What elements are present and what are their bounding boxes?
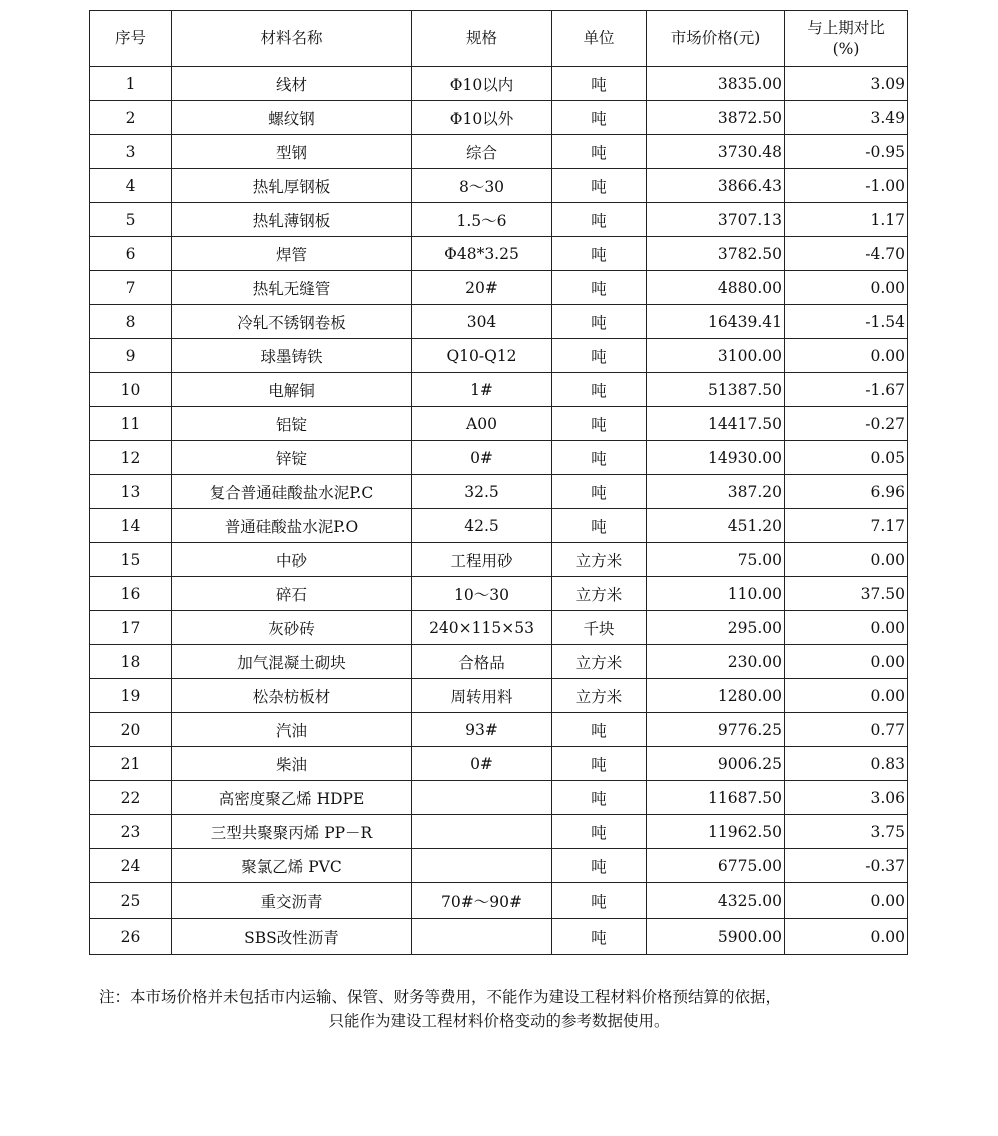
cell-change: 0.00 (785, 543, 908, 577)
cell-unit: 吨 (552, 475, 647, 509)
cell-change: 0.00 (785, 339, 908, 373)
cell-spec (412, 849, 552, 883)
cell-market-price: 110.00 (647, 577, 785, 611)
cell-unit: 吨 (552, 101, 647, 135)
cell-unit: 吨 (552, 919, 647, 955)
cell-seq: 1 (90, 67, 172, 101)
cell-material-name: 松杂枋板材 (172, 679, 412, 713)
cell-material-name: 聚氯乙烯 PVC (172, 849, 412, 883)
cell-market-price: 75.00 (647, 543, 785, 577)
cell-spec: Φ10以外 (412, 101, 552, 135)
cell-unit: 立方米 (552, 543, 647, 577)
table-row (90, 441, 908, 475)
cell-change: 37.50 (785, 577, 908, 611)
cell-market-price: 451.20 (647, 509, 785, 543)
cell-spec: Φ48*3.25 (412, 237, 552, 271)
cell-market-price: 9776.25 (647, 713, 785, 747)
cell-market-price: 6775.00 (647, 849, 785, 883)
cell-change: 0.05 (785, 441, 908, 475)
cell-unit: 千块 (552, 611, 647, 645)
cell-unit: 吨 (552, 373, 647, 407)
table-row (90, 67, 908, 101)
cell-unit: 吨 (552, 781, 647, 815)
cell-material-name: 线材 (172, 67, 412, 101)
cell-change: -0.95 (785, 135, 908, 169)
cell-material-name: 铝锭 (172, 407, 412, 441)
cell-spec: A00 (412, 407, 552, 441)
cell-spec (412, 919, 552, 955)
cell-market-price: 3872.50 (647, 101, 785, 135)
cell-spec: 304 (412, 305, 552, 339)
cell-change: 0.00 (785, 611, 908, 645)
cell-unit: 立方米 (552, 577, 647, 611)
table-row (90, 237, 908, 271)
cell-seq: 20 (90, 713, 172, 747)
cell-material-name: 碎石 (172, 577, 412, 611)
cell-spec: 合格品 (412, 645, 552, 679)
cell-unit: 吨 (552, 169, 647, 203)
cell-spec: 93# (412, 713, 552, 747)
cell-seq: 8 (90, 305, 172, 339)
cell-spec: 32.5 (412, 475, 552, 509)
cell-material-name: 三型共聚聚丙烯 PP－R (172, 815, 412, 849)
table-row (90, 169, 908, 203)
cell-material-name: 热轧无缝管 (172, 271, 412, 305)
cell-spec: 42.5 (412, 509, 552, 543)
cell-market-price: 1280.00 (647, 679, 785, 713)
header-market-price: 市场价格(元) (647, 11, 785, 67)
cell-market-price: 16439.41 (647, 305, 785, 339)
footnote (99, 985, 899, 1033)
cell-market-price: 51387.50 (647, 373, 785, 407)
cell-material-name: 汽油 (172, 713, 412, 747)
cell-change: -1.00 (785, 169, 908, 203)
cell-change: -0.27 (785, 407, 908, 441)
cell-seq: 18 (90, 645, 172, 679)
table-row (90, 203, 908, 237)
table-row (90, 713, 908, 747)
cell-unit: 吨 (552, 135, 647, 169)
cell-seq: 15 (90, 543, 172, 577)
cell-spec: 综合 (412, 135, 552, 169)
cell-unit: 吨 (552, 509, 647, 543)
cell-material-name: 电解铜 (172, 373, 412, 407)
cell-market-price: 3707.13 (647, 203, 785, 237)
cell-material-name: 重交沥青 (172, 883, 412, 919)
cell-material-name: 复合普通硅酸盐水泥P.C (172, 475, 412, 509)
table-row (90, 781, 908, 815)
cell-change: -0.37 (785, 849, 908, 883)
cell-market-price: 3100.00 (647, 339, 785, 373)
cell-material-name: 冷轧不锈钢卷板 (172, 305, 412, 339)
cell-change: 0.83 (785, 747, 908, 781)
cell-seq: 22 (90, 781, 172, 815)
cell-spec: 0# (412, 441, 552, 475)
cell-market-price: 3866.43 (647, 169, 785, 203)
cell-spec: 70#～90# (412, 883, 552, 919)
cell-change: 3.09 (785, 67, 908, 101)
cell-market-price: 4325.00 (647, 883, 785, 919)
cell-unit: 吨 (552, 815, 647, 849)
table-body (90, 67, 908, 955)
table-row (90, 475, 908, 509)
cell-material-name: 锌锭 (172, 441, 412, 475)
header-material-name: 材料名称 (172, 11, 412, 67)
cell-market-price: 11687.50 (647, 781, 785, 815)
cell-material-name: 螺纹钢 (172, 101, 412, 135)
cell-market-price: 230.00 (647, 645, 785, 679)
cell-spec: Q10-Q12 (412, 339, 552, 373)
table-row (90, 679, 908, 713)
cell-seq: 23 (90, 815, 172, 849)
cell-material-name: 中砂 (172, 543, 412, 577)
cell-change: 3.06 (785, 781, 908, 815)
cell-spec: 240×115×53 (412, 611, 552, 645)
table-row (90, 919, 908, 955)
table-row (90, 509, 908, 543)
table-row (90, 849, 908, 883)
header-spec: 规格 (412, 11, 552, 67)
cell-change: -1.54 (785, 305, 908, 339)
cell-material-name: 柴油 (172, 747, 412, 781)
table-row (90, 407, 908, 441)
cell-change: 0.00 (785, 919, 908, 955)
table-row (90, 135, 908, 169)
cell-seq: 3 (90, 135, 172, 169)
cell-material-name: 普通硅酸盐水泥P.O (172, 509, 412, 543)
cell-spec (412, 781, 552, 815)
cell-market-price: 4880.00 (647, 271, 785, 305)
cell-change: 7.17 (785, 509, 908, 543)
cell-seq: 5 (90, 203, 172, 237)
cell-change: -4.70 (785, 237, 908, 271)
table-row (90, 339, 908, 373)
cell-unit: 吨 (552, 849, 647, 883)
cell-material-name: 灰砂砖 (172, 611, 412, 645)
cell-unit: 立方米 (552, 679, 647, 713)
cell-change: 3.49 (785, 101, 908, 135)
cell-change: 0.00 (785, 883, 908, 919)
cell-seq: 16 (90, 577, 172, 611)
cell-spec: 1# (412, 373, 552, 407)
cell-spec: 20# (412, 271, 552, 305)
cell-seq: 10 (90, 373, 172, 407)
table-row (90, 305, 908, 339)
cell-seq: 2 (90, 101, 172, 135)
header-seq: 序号 (90, 11, 172, 67)
cell-unit: 吨 (552, 407, 647, 441)
cell-market-price: 9006.25 (647, 747, 785, 781)
table-row (90, 747, 908, 781)
cell-seq: 6 (90, 237, 172, 271)
cell-change: 0.00 (785, 679, 908, 713)
cell-spec: Φ10以内 (412, 67, 552, 101)
cell-seq: 21 (90, 747, 172, 781)
cell-material-name: 热轧薄钢板 (172, 203, 412, 237)
cell-change: 3.75 (785, 815, 908, 849)
cell-seq: 14 (90, 509, 172, 543)
table-row (90, 577, 908, 611)
cell-material-name: 型钢 (172, 135, 412, 169)
table-row (90, 815, 908, 849)
cell-unit: 吨 (552, 305, 647, 339)
cell-market-price: 3730.48 (647, 135, 785, 169)
table-row (90, 611, 908, 645)
table-row (90, 883, 908, 919)
cell-seq: 9 (90, 339, 172, 373)
cell-material-name: SBS改性沥青 (172, 919, 412, 955)
cell-unit: 吨 (552, 67, 647, 101)
footnote-line-2: 只能作为建设工程材料价格变动的参考数据使用。 (328, 1012, 670, 1030)
cell-spec: 0# (412, 747, 552, 781)
cell-market-price: 387.20 (647, 475, 785, 509)
cell-unit: 吨 (552, 339, 647, 373)
table-row (90, 543, 908, 577)
cell-spec: 10～30 (412, 577, 552, 611)
cell-change: 0.00 (785, 271, 908, 305)
cell-seq: 7 (90, 271, 172, 305)
cell-spec: 周转用料 (412, 679, 552, 713)
cell-change: 0.77 (785, 713, 908, 747)
cell-unit: 吨 (552, 883, 647, 919)
cell-spec: 1.5～6 (412, 203, 552, 237)
cell-unit: 立方米 (552, 645, 647, 679)
cell-seq: 24 (90, 849, 172, 883)
cell-seq: 19 (90, 679, 172, 713)
table-row (90, 271, 908, 305)
cell-material-name: 焊管 (172, 237, 412, 271)
cell-change: 1.17 (785, 203, 908, 237)
cell-market-price: 3835.00 (647, 67, 785, 101)
table-row (90, 645, 908, 679)
cell-seq: 25 (90, 883, 172, 919)
cell-market-price: 14930.00 (647, 441, 785, 475)
header-unit: 单位 (552, 11, 647, 67)
cell-unit: 吨 (552, 203, 647, 237)
header-row (90, 11, 908, 67)
cell-spec: 工程用砂 (412, 543, 552, 577)
cell-change: 6.96 (785, 475, 908, 509)
cell-seq: 4 (90, 169, 172, 203)
cell-market-price: 11962.50 (647, 815, 785, 849)
cell-spec: 8～30 (412, 169, 552, 203)
cell-seq: 26 (90, 919, 172, 955)
cell-seq: 12 (90, 441, 172, 475)
cell-market-price: 14417.50 (647, 407, 785, 441)
cell-seq: 17 (90, 611, 172, 645)
cell-change: -1.67 (785, 373, 908, 407)
cell-market-price: 295.00 (647, 611, 785, 645)
cell-spec (412, 815, 552, 849)
cell-material-name: 球墨铸铁 (172, 339, 412, 373)
material-price-table (89, 10, 908, 955)
table-row (90, 373, 908, 407)
cell-market-price: 3782.50 (647, 237, 785, 271)
cell-material-name: 加气混凝土砌块 (172, 645, 412, 679)
cell-material-name: 热轧厚钢板 (172, 169, 412, 203)
cell-unit: 吨 (552, 747, 647, 781)
footnote-line-1: 注：本市场价格并未包括市内运输、保管、财务等费用，不能作为建设工程材料价格预结算的依据， (99, 988, 782, 1006)
cell-unit: 吨 (552, 441, 647, 475)
cell-material-name: 高密度聚乙烯 HDPE (172, 781, 412, 815)
cell-market-price: 5900.00 (647, 919, 785, 955)
cell-seq: 13 (90, 475, 172, 509)
cell-change: 0.00 (785, 645, 908, 679)
cell-unit: 吨 (552, 713, 647, 747)
cell-unit: 吨 (552, 271, 647, 305)
table-header (90, 11, 908, 67)
header-change-vs-previous: 与上期对比 (%) (785, 11, 908, 67)
table-row (90, 101, 908, 135)
cell-unit: 吨 (552, 237, 647, 271)
cell-seq: 11 (90, 407, 172, 441)
